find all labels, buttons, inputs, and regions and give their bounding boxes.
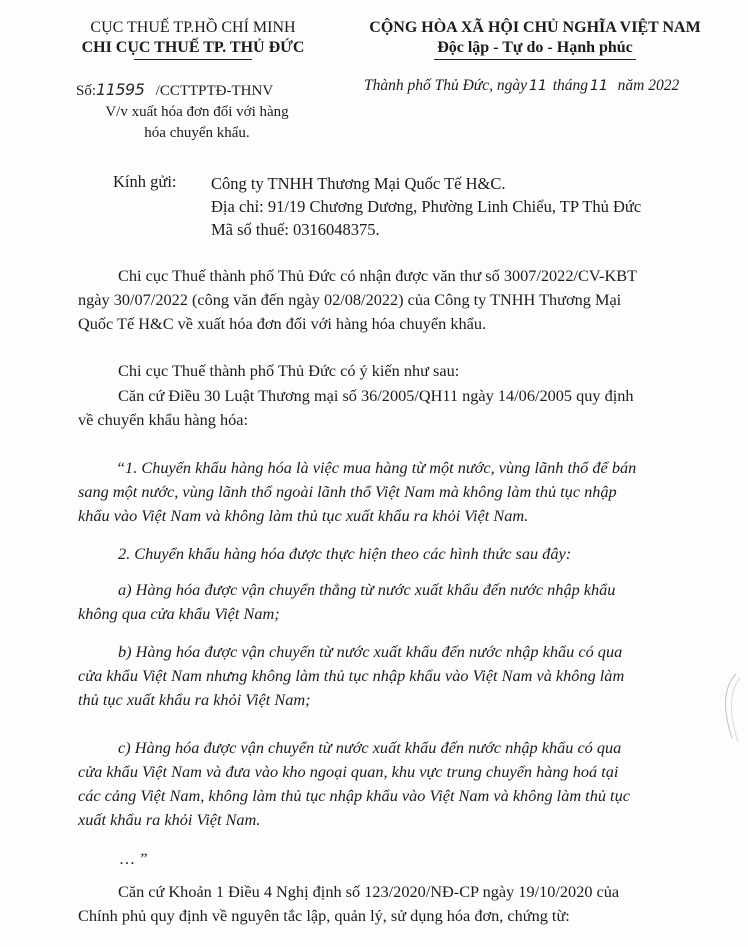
- paragraph-line: Căn cứ Khoản 1 Điều 4 Nghị định số 123/2020/NĐ-CP ngày 19/10/2020 của: [118, 882, 620, 901]
- date-day: 11: [529, 78, 547, 94]
- recipient-tax-code: Mã số thuế: 0316048375.: [211, 220, 380, 239]
- body-paragraph: Chi cục Thuế thành phố Thủ Đức có ý kiến như sau:: [118, 361, 460, 380]
- quoted-clause: 2. Chuyển khẩu hàng hóa được thực hiện theo các hình thức sau đây:: [118, 544, 572, 563]
- recipient-address: Địa chỉ: 91/19 Chương Dương, Phường Linh Chiểu, TP Thủ Đức: [211, 197, 642, 216]
- paragraph-line: Căn cứ Điều 30 Luật Thương mại số 36/2005/QH11 ngày 14/06/2005 quy định: [118, 386, 634, 405]
- date-month: 11: [590, 78, 608, 94]
- recipient-block: [211, 172, 641, 241]
- document-number: [76, 80, 273, 100]
- body-paragraph: [78, 264, 637, 336]
- doc-number-prefix: Số:: [76, 83, 97, 99]
- body-paragraph: [78, 880, 619, 928]
- recipient-name: Công ty TNHH Thương Mại Quốc Tế H&C.: [211, 174, 506, 193]
- date-prefix: Thành phố Thủ Đức, ngày: [364, 77, 528, 94]
- date-month-label: tháng: [552, 77, 589, 94]
- recipient-label: Kính gửi:: [113, 172, 177, 191]
- paragraph-line: ngày 30/07/2022 (công văn đến ngày 02/08/2022) của Công ty TNHH Thương Mại: [78, 290, 622, 309]
- issuing-agency-header: [58, 18, 328, 60]
- quote-end: … ”: [120, 849, 148, 868]
- quote-line: các cảng Việt Nam, không làm thủ tục nhập khẩu vào Việt Nam và không làm thủ tục: [78, 786, 630, 805]
- department-name: CHI CỤC THUẾ TP. THỦ ĐỨC: [81, 39, 305, 56]
- quoted-clause: [78, 640, 624, 712]
- date-year: năm 2022: [617, 77, 680, 94]
- quote-line: cửa khẩu Việt Nam và đưa vào kho ngoại quan, khu vực trung chuyển hàng hoá tại: [78, 762, 619, 781]
- paragraph-line: Quốc Tế H&C về xuất hóa đơn đối với hàng hóa chuyển khẩu.: [78, 314, 487, 333]
- agency-name: CỤC THUẾ TP.HỒ CHÍ MINH: [90, 19, 296, 36]
- quote-line: không qua cửa khẩu Việt Nam;: [78, 604, 280, 623]
- quote-line: xuất khẩu ra khỏi Việt Nam.: [78, 810, 261, 829]
- quote-line: cửa khẩu Việt Nam nhưng không làm thủ tục nhập khẩu vào Việt Nam và không làm: [78, 666, 625, 685]
- doc-number-handwritten: 11595: [96, 80, 145, 99]
- national-motto: Độc lập - Tự do - Hạnh phúc: [437, 39, 633, 56]
- quoted-clause: [78, 456, 636, 528]
- quote-line: a) Hàng hóa được vận chuyển thẳng từ nước xuất khẩu đến nước nhập khẩu: [118, 580, 616, 599]
- quoted-clause: [78, 736, 630, 832]
- quoted-clause: [78, 578, 615, 626]
- quote-line: “1. Chuyển khẩu hàng hóa là việc mua hàng từ một nước, vùng lãnh thổ để bán: [116, 458, 637, 477]
- paragraph-line: về chuyển khẩu hàng hóa:: [78, 410, 248, 429]
- header-underline: [134, 59, 252, 60]
- motto-underline: [434, 59, 636, 60]
- quote-line: c) Hàng hóa được vận chuyển từ nước xuất khẩu đến nước nhập khẩu có qua: [118, 738, 622, 757]
- quote-line: b) Hàng hóa được vận chuyển từ nước xuất khẩu đến nước nhập khẩu có qua: [118, 642, 623, 661]
- subject-line: hóa chuyển khẩu.: [144, 125, 250, 141]
- quote-line: khẩu vào Việt Nam và không làm thủ tục xuất khẩu ra khỏi Việt Nam.: [78, 506, 529, 525]
- republic-title: CỘNG HÒA XÃ HỘI CHỦ NGHĨA VIỆT NAM: [369, 19, 701, 36]
- body-paragraph: [78, 384, 634, 432]
- national-header: [340, 18, 730, 60]
- document-date: [364, 77, 679, 95]
- quote-line: thủ tục xuất khẩu ra khỏi Việt Nam;: [78, 690, 311, 709]
- quote-line: sang một nước, vùng lãnh thổ ngoài lãnh thổ Việt Nam mà không làm thủ tục nhập: [78, 482, 617, 501]
- document-subject: [66, 102, 328, 144]
- stamp-edge-mark: [702, 668, 742, 748]
- paragraph-line: Chi cục Thuế thành phố Thủ Đức có nhận được văn thư số 3007/2022/CV-KBT: [118, 266, 638, 285]
- paragraph-line: Chính phủ quy định về nguyên tắc lập, quản lý, sử dụng hóa đơn, chứng từ:: [78, 906, 570, 925]
- doc-number-suffix: /CCTTPTĐ-THNV: [155, 83, 274, 99]
- subject-line: V/v xuất hóa đơn đối với hàng: [105, 104, 289, 120]
